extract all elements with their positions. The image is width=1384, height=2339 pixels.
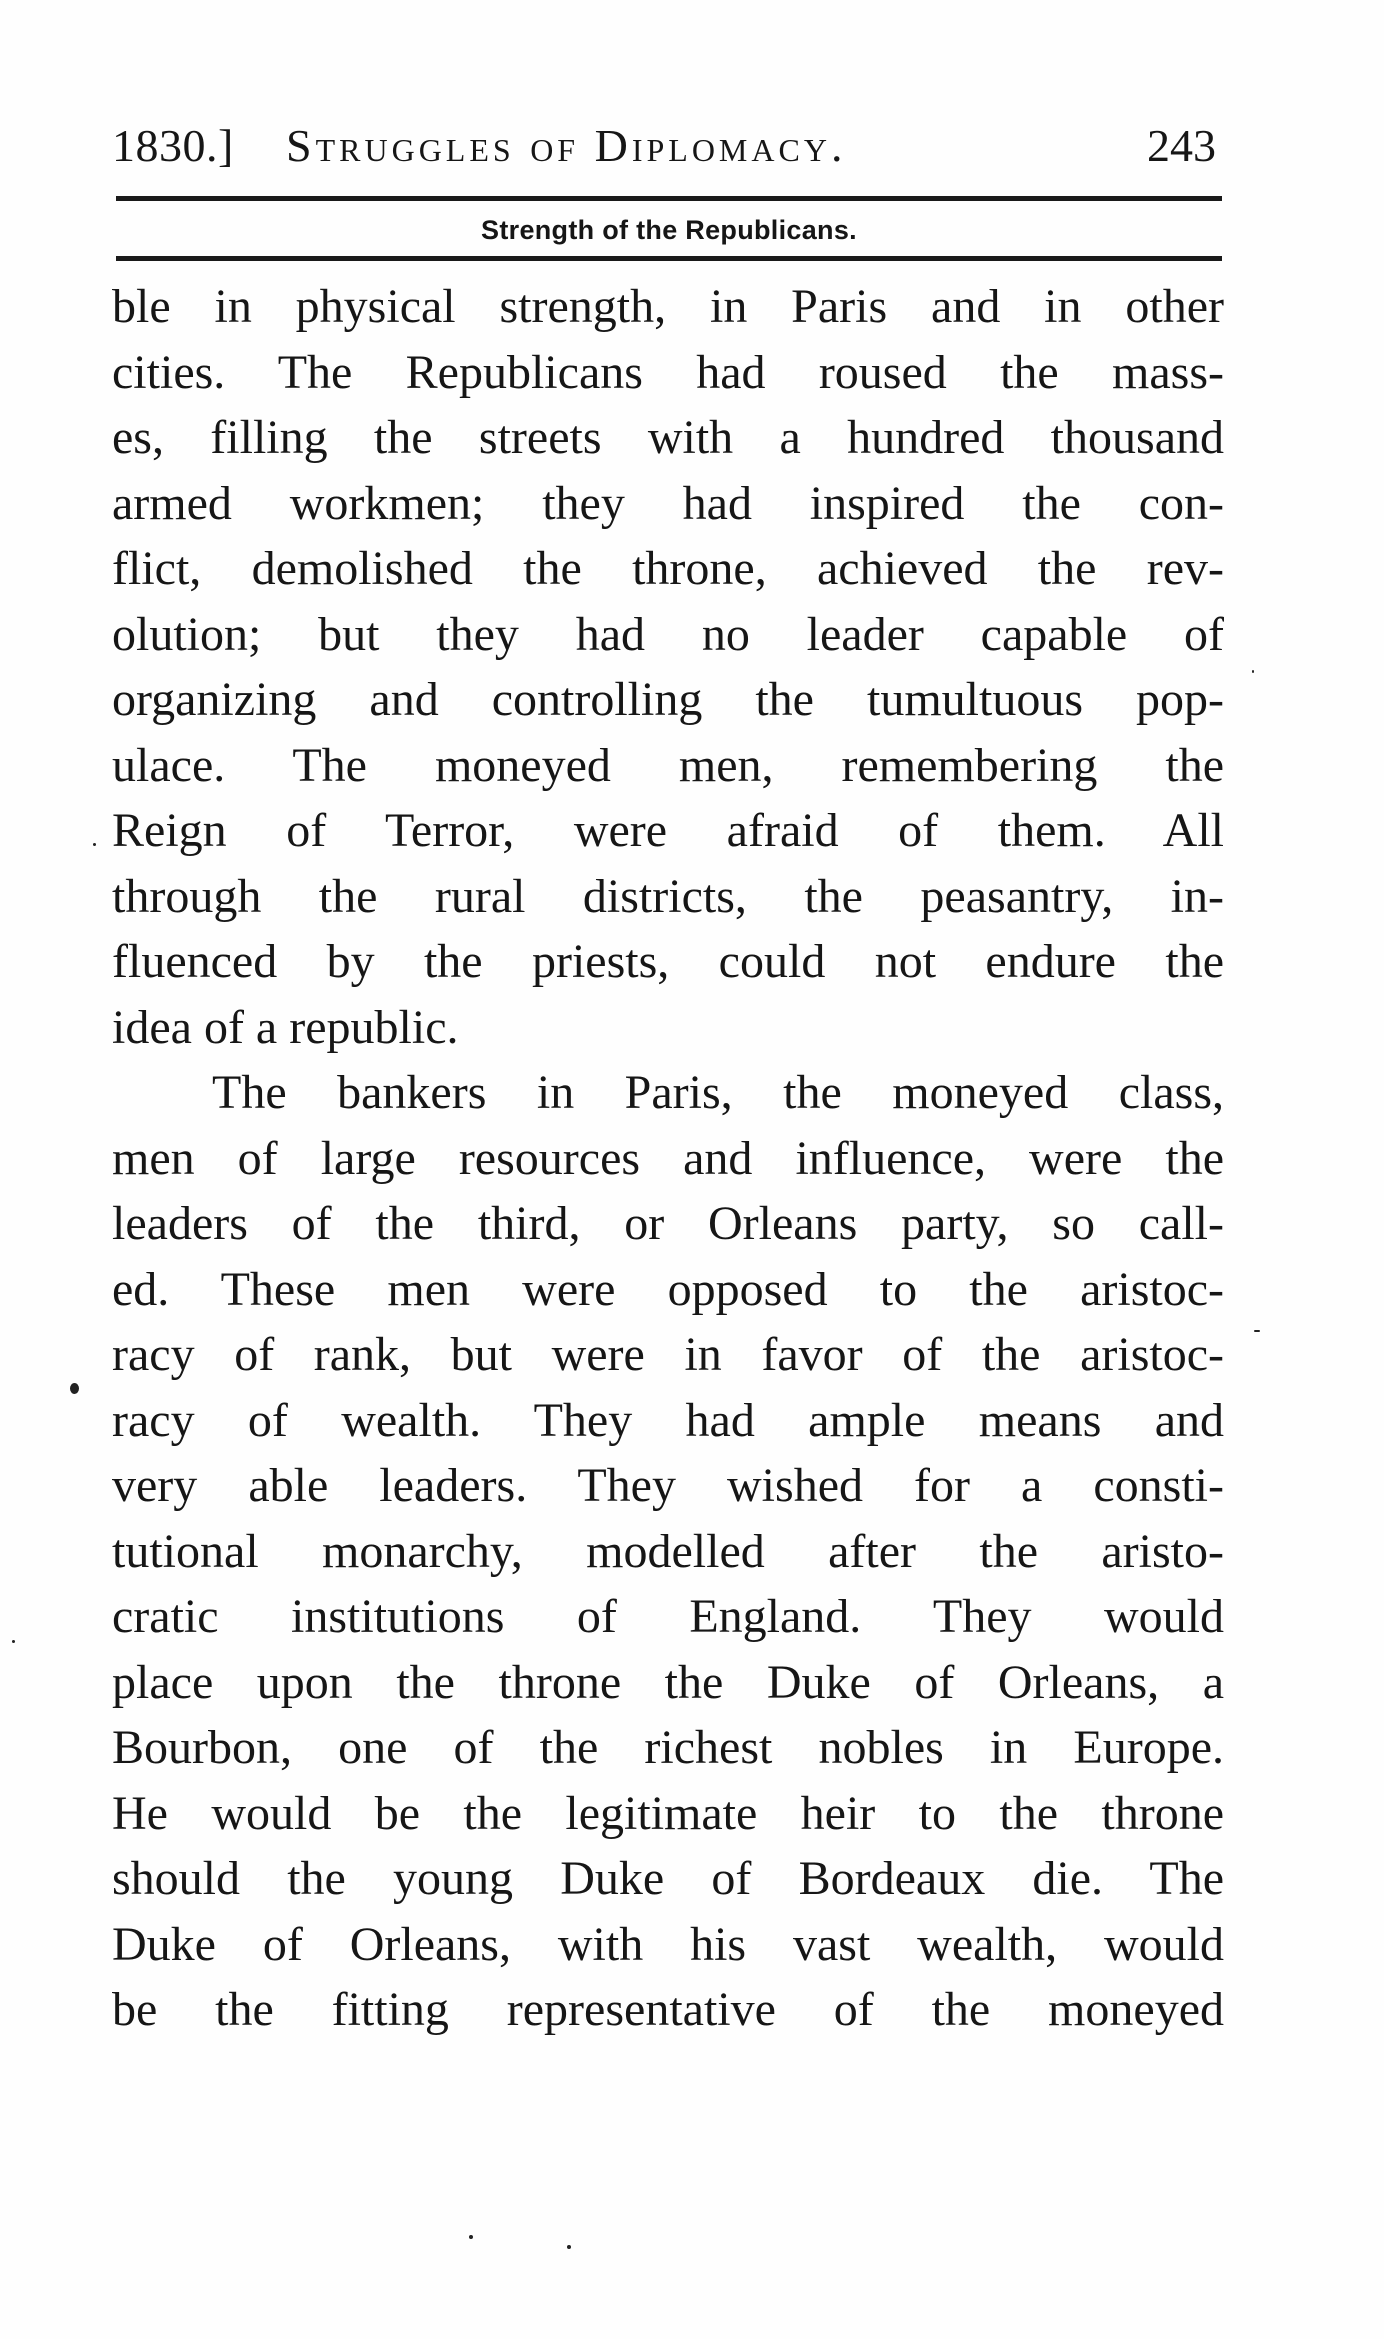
text-line: cratic institutions of England. They would <box>112 1590 1224 1643</box>
text-line: be the fitting representative of the moneyed <box>112 1983 1224 2036</box>
text-line: The bankers in Paris, the moneyed class, <box>212 1066 1224 1119</box>
text-line: He would be the legitimate heir to the throne <box>112 1786 1224 1840</box>
text-line: leaders of the third, or Orleans party, so call- <box>112 1197 1224 1250</box>
text-line: armed workmen; they had inspired the con- <box>112 476 1224 530</box>
text-line: idea of a republic. <box>112 1000 459 1054</box>
text-line: tutional monarchy, modelled after the aristo- <box>112 1524 1224 1578</box>
text-line: fluenced by the priests, could not endure the <box>112 935 1224 988</box>
text-line: Duke of Orleans, with his vast wealth, would <box>112 1917 1224 1971</box>
text-line: olution; but they had no leader capable of <box>112 607 1224 661</box>
section-subheading: Strength of the Republicans. <box>481 215 857 245</box>
ink-speck <box>1254 1330 1260 1332</box>
text-line: place upon the throne the Duke of Orleans, a <box>112 1655 1224 1709</box>
running-header <box>112 113 1224 179</box>
header-title: Struggles of Diplomacy. <box>286 120 847 171</box>
text-line: cities. The Republicans had roused the mass- <box>112 345 1224 399</box>
text-line: ulace. The moneyed men, remembering the <box>112 738 1224 792</box>
page-number: 243 <box>1147 120 1216 171</box>
text-line: Reign of Terror, were afraid of them. All <box>112 804 1224 857</box>
ink-speck <box>70 1383 79 1394</box>
body-text <box>112 274 1224 2043</box>
ink-speck <box>567 2245 571 2249</box>
text-line: through the rural districts, the peasantry, in- <box>112 869 1224 923</box>
text-line: es, filling the streets with a hundred thousand <box>112 411 1224 464</box>
ink-speck <box>12 1640 15 1643</box>
header-rule-top <box>116 196 1222 201</box>
text-line: should the young Duke of Bordeaux die. The <box>112 1852 1224 1905</box>
ink-speck <box>469 2235 473 2239</box>
header-rule-bottom <box>116 256 1222 261</box>
text-line: racy of rank, but were in favor of the aristoc- <box>112 1328 1224 1381</box>
text-line: men of large resources and influence, were the <box>112 1131 1224 1185</box>
header-year: 1830.] <box>112 120 234 171</box>
text-line: racy of wealth. They had ample means and <box>112 1393 1224 1447</box>
text-line: Bourbon, one of the richest nobles in Europe. <box>112 1721 1224 1774</box>
text-line: ed. These men were opposed to the aristoc- <box>112 1262 1224 1316</box>
ink-speck <box>93 843 96 846</box>
ink-speck <box>1252 670 1254 673</box>
text-line: ble in physical strength, in Paris and in other <box>112 280 1224 333</box>
text-line: organizing and controlling the tumultuous pop- <box>112 673 1224 726</box>
text-line: very able leaders. They wished for a consti- <box>112 1459 1224 1512</box>
text-line: flict, demolished the throne, achieved the rev- <box>112 542 1224 595</box>
